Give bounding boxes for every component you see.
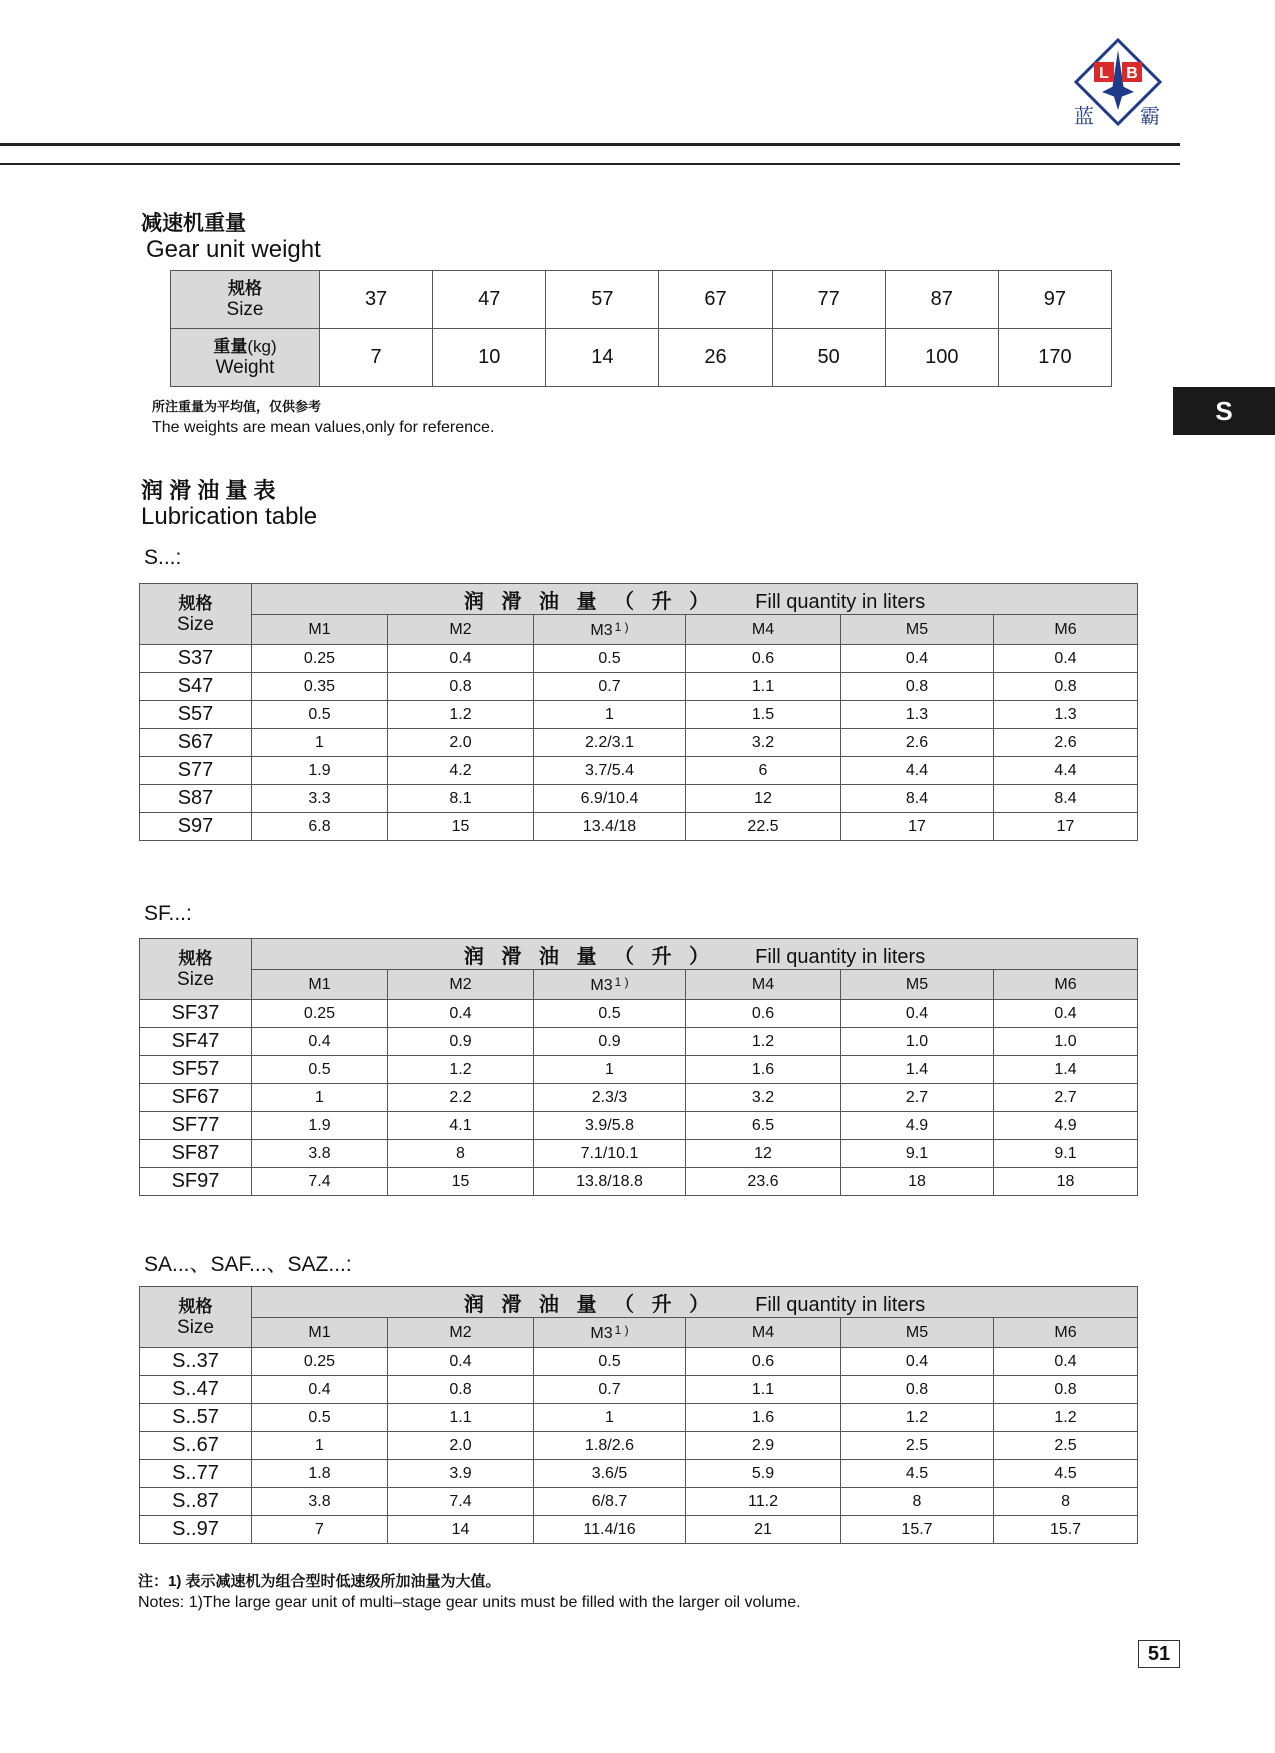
oil-quantity-cell: 15 <box>388 813 534 841</box>
oil-quantity-cell: 22.5 <box>686 813 841 841</box>
oil-quantity-cell: 23.6 <box>686 1168 841 1196</box>
oil-quantity-cell: 6.8 <box>252 813 388 841</box>
oil-quantity-cell: 7 <box>252 1516 388 1544</box>
mounting-position-header <box>841 615 994 645</box>
lube-size-header-en: Size <box>177 1316 214 1338</box>
mounting-position-header <box>841 1318 994 1348</box>
size-value: 57 <box>546 271 659 329</box>
oil-quantity-cell: 8 <box>841 1488 994 1516</box>
logo-cn-left: 蓝 <box>1074 106 1094 128</box>
size-header-cn: 规格 <box>228 279 262 298</box>
oil-quantity-cell: 1 <box>534 1056 686 1084</box>
oil-quantity-cell: 12 <box>686 1140 841 1168</box>
oil-quantity-cell: 0.35 <box>252 673 388 701</box>
size-cell: S..47 <box>140 1376 252 1404</box>
lube-size-header-en: Size <box>177 968 214 990</box>
oil-quantity-cell: 0.4 <box>388 1000 534 1028</box>
oil-quantity-cell: 8.4 <box>841 785 994 813</box>
m3-footnote-mark: 1 ) <box>614 974 629 989</box>
oil-quantity-cell: 4.1 <box>388 1112 534 1140</box>
oil-quantity-cell: 3.8 <box>252 1488 388 1516</box>
size-value: 67 <box>659 271 772 329</box>
mounting-position-label: M4 <box>751 975 775 993</box>
oil-quantity-cell: 4.9 <box>841 1112 994 1140</box>
oil-quantity-cell: 1.6 <box>686 1404 841 1432</box>
lube-table-label: S...: <box>144 546 182 569</box>
weight-header-cn-line <box>171 336 319 357</box>
lube-size-header-cn: 规格 <box>178 1296 213 1316</box>
lube-mounting-row <box>140 970 1138 1000</box>
table-row <box>140 1056 1138 1084</box>
weight-table <box>170 270 1112 387</box>
fill-quantity-en: Fill quantity in liters <box>755 945 926 968</box>
oil-quantity-cell: 3.9/5.8 <box>534 1112 686 1140</box>
oil-quantity-cell: 0.25 <box>252 1348 388 1376</box>
table-row <box>140 701 1138 729</box>
weight-value: 26 <box>659 329 772 387</box>
oil-quantity-cell: 1.2 <box>388 1056 534 1084</box>
table-row <box>140 1404 1138 1432</box>
oil-quantity-cell: 2.7 <box>994 1084 1138 1112</box>
weight-value: 14 <box>546 329 659 387</box>
oil-quantity-cell: 3.6/5 <box>534 1460 686 1488</box>
oil-quantity-cell: 2.6 <box>994 729 1138 757</box>
oil-quantity-cell: 18 <box>994 1168 1138 1196</box>
table-row <box>140 1140 1138 1168</box>
oil-quantity-cell: 1.8 <box>252 1460 388 1488</box>
mounting-position-label: M4 <box>751 620 775 638</box>
fill-quantity-cn: 润 滑 油 量 （ 升 ） <box>463 590 716 613</box>
oil-quantity-cell: 17 <box>994 813 1138 841</box>
oil-quantity-cell: 3.7/5.4 <box>534 757 686 785</box>
mounting-position-label: M6 <box>1054 975 1077 993</box>
oil-quantity-cell: 7.4 <box>388 1488 534 1516</box>
size-cell: S..77 <box>140 1460 252 1488</box>
size-cell: S97 <box>140 813 252 841</box>
lube-size-header <box>140 939 252 1000</box>
oil-quantity-cell: 2.0 <box>388 729 534 757</box>
oil-quantity-cell: 1.0 <box>994 1028 1138 1056</box>
oil-quantity-cell: 4.5 <box>994 1460 1138 1488</box>
size-value: 77 <box>772 271 885 329</box>
size-cell: S..37 <box>140 1348 252 1376</box>
oil-quantity-cell: 1 <box>252 1084 388 1112</box>
svg-text:B: B <box>1126 65 1138 82</box>
mounting-position-label: M5 <box>905 1323 929 1341</box>
lube-note-en: Notes: 1)The large gear unit of multi–stage gear units must be filled with the larger oil volume. <box>138 1594 801 1611</box>
mounting-position-label: M6 <box>1054 620 1077 638</box>
oil-quantity-cell: 4.2 <box>388 757 534 785</box>
oil-quantity-cell: 1.1 <box>686 673 841 701</box>
oil-quantity-cell: 14 <box>388 1516 534 1544</box>
size-value: 37 <box>320 271 433 329</box>
size-value: 87 <box>885 271 998 329</box>
fill-quantity-header <box>252 1287 1138 1318</box>
lube-table-label: SF...: <box>144 902 192 925</box>
mounting-position-label: M1 <box>308 620 331 638</box>
mounting-position-label: M2 <box>449 975 472 993</box>
oil-quantity-cell: 0.4 <box>841 1348 994 1376</box>
mounting-position-header <box>994 1318 1138 1348</box>
mounting-position-header <box>841 970 994 1000</box>
oil-quantity-cell: 9.1 <box>994 1140 1138 1168</box>
weight-value-row <box>171 329 1112 387</box>
weight-header-en: Weight <box>215 357 275 378</box>
oil-quantity-cell: 0.4 <box>388 645 534 673</box>
size-cell: S..87 <box>140 1488 252 1516</box>
size-cell: SF97 <box>140 1168 252 1196</box>
oil-quantity-cell: 0.7 <box>534 1376 686 1404</box>
oil-quantity-cell: 3.3 <box>252 785 388 813</box>
oil-quantity-cell: 1 <box>534 701 686 729</box>
fill-quantity-cn: 润 滑 油 量 （ 升 ） <box>463 945 716 968</box>
oil-quantity-cell: 5.9 <box>686 1460 841 1488</box>
oil-quantity-cell: 2.0 <box>388 1432 534 1460</box>
table-row <box>140 1000 1138 1028</box>
oil-quantity-cell: 1.9 <box>252 757 388 785</box>
mounting-position-header <box>252 970 388 1000</box>
oil-quantity-cell: 4.9 <box>994 1112 1138 1140</box>
oil-quantity-cell: 21 <box>686 1516 841 1544</box>
oil-quantity-cell: 0.6 <box>686 645 841 673</box>
oil-quantity-cell: 6.9/10.4 <box>534 785 686 813</box>
mounting-position-label: M3 <box>590 976 613 994</box>
size-value: 97 <box>998 271 1111 329</box>
oil-quantity-cell: 3.2 <box>686 1084 841 1112</box>
oil-quantity-cell: 0.9 <box>388 1028 534 1056</box>
mounting-position-label: M5 <box>905 975 929 993</box>
logo-cn-right: 霸 <box>1140 106 1160 128</box>
weight-size-row <box>171 271 1112 329</box>
mounting-position-header <box>252 1318 388 1348</box>
table-row <box>140 673 1138 701</box>
mounting-position-header <box>534 615 686 645</box>
oil-quantity-cell: 1.0 <box>841 1028 994 1056</box>
oil-quantity-cell: 6/8.7 <box>534 1488 686 1516</box>
oil-quantity-cell: 15 <box>388 1168 534 1196</box>
oil-quantity-cell: 8.4 <box>994 785 1138 813</box>
oil-quantity-cell: 11.2 <box>686 1488 841 1516</box>
oil-quantity-cell: 2.2 <box>388 1084 534 1112</box>
page-number: 51 <box>1138 1640 1180 1668</box>
oil-quantity-cell: 0.8 <box>841 1376 994 1404</box>
oil-quantity-cell: 1.2 <box>994 1404 1138 1432</box>
oil-quantity-cell: 11.4/16 <box>534 1516 686 1544</box>
fill-quantity-header <box>252 584 1138 615</box>
oil-quantity-cell: 8.1 <box>388 785 534 813</box>
svg-text:L: L <box>1099 65 1109 82</box>
oil-quantity-cell: 0.4 <box>994 1348 1138 1376</box>
oil-quantity-cell: 2.7 <box>841 1084 994 1112</box>
table-row <box>140 1168 1138 1196</box>
mounting-position-label: M2 <box>449 620 472 638</box>
oil-quantity-cell: 6.5 <box>686 1112 841 1140</box>
weight-header-cell <box>171 329 320 387</box>
oil-quantity-cell: 3.8 <box>252 1140 388 1168</box>
mounting-position-header <box>388 1318 534 1348</box>
oil-quantity-cell: 1.2 <box>686 1028 841 1056</box>
table-row <box>140 1348 1138 1376</box>
oil-quantity-cell: 8 <box>388 1140 534 1168</box>
table-row <box>140 813 1138 841</box>
size-cell: S67 <box>140 729 252 757</box>
table-row <box>140 1460 1138 1488</box>
oil-quantity-cell: 12 <box>686 785 841 813</box>
table-row <box>140 645 1138 673</box>
oil-quantity-cell: 1 <box>252 1432 388 1460</box>
weight-header-unit: (kg) <box>247 337 277 356</box>
mounting-position-label: M3 <box>590 621 613 639</box>
oil-quantity-cell: 4.4 <box>841 757 994 785</box>
weight-title-en: Gear unit weight <box>146 236 321 263</box>
size-header-en: Size <box>226 299 264 320</box>
table-row <box>140 729 1138 757</box>
mounting-position-header <box>388 615 534 645</box>
size-cell: SF47 <box>140 1028 252 1056</box>
fill-quantity-en: Fill quantity in liters <box>755 590 926 613</box>
lube-table <box>139 1286 1138 1544</box>
lube-table <box>139 583 1138 841</box>
lube-table <box>139 938 1138 1196</box>
oil-quantity-cell: 1.9 <box>252 1112 388 1140</box>
m3-footnote-mark: 1 ) <box>614 619 629 634</box>
table-row <box>140 1376 1138 1404</box>
oil-quantity-cell: 2.5 <box>841 1432 994 1460</box>
mounting-position-header <box>534 1318 686 1348</box>
mounting-position-header <box>534 970 686 1000</box>
oil-quantity-cell: 1.1 <box>388 1404 534 1432</box>
oil-quantity-cell: 13.4/18 <box>534 813 686 841</box>
oil-quantity-cell: 1.1 <box>686 1376 841 1404</box>
table-row <box>140 1028 1138 1056</box>
oil-quantity-cell: 0.4 <box>994 1000 1138 1028</box>
oil-quantity-cell: 15.7 <box>994 1516 1138 1544</box>
oil-quantity-cell: 3.9 <box>388 1460 534 1488</box>
m3-footnote-mark: 1 ) <box>614 1322 629 1337</box>
size-cell: S57 <box>140 701 252 729</box>
table-row <box>140 1432 1138 1460</box>
oil-quantity-cell: 1.6 <box>686 1056 841 1084</box>
weight-header-cn: 重量 <box>213 337 248 356</box>
oil-quantity-cell: 0.4 <box>252 1376 388 1404</box>
size-cell: S87 <box>140 785 252 813</box>
lube-size-header <box>140 1287 252 1348</box>
table-row <box>140 785 1138 813</box>
oil-quantity-cell: 0.8 <box>994 673 1138 701</box>
oil-quantity-cell: 0.4 <box>841 1000 994 1028</box>
size-cell: S47 <box>140 673 252 701</box>
oil-quantity-cell: 1.4 <box>994 1056 1138 1084</box>
oil-quantity-cell: 0.8 <box>994 1376 1138 1404</box>
oil-quantity-cell: 4.5 <box>841 1460 994 1488</box>
lube-note-cn: 注：1) 表示减速机为组合型时低速级所加油量为大值。 <box>138 1573 501 1590</box>
mounting-position-label: M4 <box>751 1323 775 1341</box>
lube-size-header <box>140 584 252 645</box>
oil-quantity-cell: 8 <box>994 1488 1138 1516</box>
oil-quantity-cell: 1.4 <box>841 1056 994 1084</box>
header-rule-top <box>0 143 1180 146</box>
oil-quantity-cell: 0.5 <box>252 1056 388 1084</box>
oil-quantity-cell: 1.2 <box>388 701 534 729</box>
lube-mounting-row <box>140 615 1138 645</box>
size-cell: S37 <box>140 645 252 673</box>
oil-quantity-cell: 18 <box>841 1168 994 1196</box>
size-cell: S..67 <box>140 1432 252 1460</box>
oil-quantity-cell: 13.8/18.8 <box>534 1168 686 1196</box>
oil-quantity-cell: 3.2 <box>686 729 841 757</box>
oil-quantity-cell: 0.5 <box>534 1348 686 1376</box>
size-cell: SF57 <box>140 1056 252 1084</box>
fill-quantity-header <box>252 939 1138 970</box>
mounting-position-label: M1 <box>308 1323 331 1341</box>
mounting-position-label: M6 <box>1054 1323 1077 1341</box>
weight-value: 7 <box>320 329 433 387</box>
size-cell: S..97 <box>140 1516 252 1544</box>
oil-quantity-cell: 17 <box>841 813 994 841</box>
oil-quantity-cell: 0.4 <box>841 645 994 673</box>
oil-quantity-cell: 1 <box>534 1404 686 1432</box>
lube-table-label: SA...、SAF...、SAZ...: <box>144 1253 352 1276</box>
size-cell: S..57 <box>140 1404 252 1432</box>
header-rule-bottom <box>0 163 1180 165</box>
size-cell: S77 <box>140 757 252 785</box>
table-row <box>140 1112 1138 1140</box>
lube-header-row <box>140 1287 1138 1318</box>
oil-quantity-cell: 0.5 <box>252 1404 388 1432</box>
lube-header-row <box>140 584 1138 615</box>
mounting-position-header <box>252 615 388 645</box>
oil-quantity-cell: 6 <box>686 757 841 785</box>
lube-mounting-row <box>140 1318 1138 1348</box>
mounting-position-header <box>388 970 534 1000</box>
oil-quantity-cell: 0.5 <box>534 1000 686 1028</box>
oil-quantity-cell: 15.7 <box>841 1516 994 1544</box>
oil-quantity-cell: 0.25 <box>252 1000 388 1028</box>
oil-quantity-cell: 2.6 <box>841 729 994 757</box>
table-row <box>140 757 1138 785</box>
oil-quantity-cell: 1.2 <box>841 1404 994 1432</box>
oil-quantity-cell: 0.4 <box>994 645 1138 673</box>
lube-title-en: Lubrication table <box>141 503 318 530</box>
oil-quantity-cell: 2.5 <box>994 1432 1138 1460</box>
mounting-position-header <box>994 970 1138 1000</box>
weight-note-en: The weights are mean values,only for reference. <box>152 419 495 436</box>
oil-quantity-cell: 1.3 <box>841 701 994 729</box>
mounting-position-header <box>686 1318 841 1348</box>
mounting-position-label: M5 <box>905 620 929 638</box>
size-cell: SF67 <box>140 1084 252 1112</box>
weight-value: 10 <box>433 329 546 387</box>
fill-quantity-en: Fill quantity in liters <box>755 1293 926 1316</box>
oil-quantity-cell: 9.1 <box>841 1140 994 1168</box>
lube-size-header-en: Size <box>177 613 214 635</box>
oil-quantity-cell: 0.4 <box>388 1348 534 1376</box>
oil-quantity-cell: 0.5 <box>534 645 686 673</box>
size-cell: SF77 <box>140 1112 252 1140</box>
mounting-position-label: M3 <box>590 1324 613 1342</box>
weight-value: 100 <box>885 329 998 387</box>
weight-title-cn: 减速机重量 <box>141 212 246 235</box>
table-row <box>140 1084 1138 1112</box>
mounting-position-label: M1 <box>308 975 331 993</box>
weight-value: 170 <box>998 329 1111 387</box>
size-header-cell <box>171 271 320 329</box>
fill-quantity-cn: 润 滑 油 量 （ 升 ） <box>463 1293 716 1316</box>
oil-quantity-cell: 0.25 <box>252 645 388 673</box>
oil-quantity-cell: 0.6 <box>686 1348 841 1376</box>
mounting-position-header <box>994 615 1138 645</box>
oil-quantity-cell: 1.3 <box>994 701 1138 729</box>
mounting-position-header <box>686 970 841 1000</box>
oil-quantity-cell: 2.9 <box>686 1432 841 1460</box>
oil-quantity-cell: 7.1/10.1 <box>534 1140 686 1168</box>
oil-quantity-cell: 0.5 <box>252 701 388 729</box>
oil-quantity-cell: 0.8 <box>841 673 994 701</box>
oil-quantity-cell: 0.9 <box>534 1028 686 1056</box>
size-cell: SF87 <box>140 1140 252 1168</box>
oil-quantity-cell: 0.8 <box>388 1376 534 1404</box>
lube-header-row <box>140 939 1138 970</box>
table-row <box>140 1488 1138 1516</box>
oil-quantity-cell: 0.4 <box>252 1028 388 1056</box>
oil-quantity-cell: 1.5 <box>686 701 841 729</box>
oil-quantity-cell: 0.6 <box>686 1000 841 1028</box>
oil-quantity-cell: 4.4 <box>994 757 1138 785</box>
size-cell: SF37 <box>140 1000 252 1028</box>
lube-size-header-cn: 规格 <box>178 593 213 613</box>
mounting-position-header <box>686 615 841 645</box>
oil-quantity-cell: 0.8 <box>388 673 534 701</box>
oil-quantity-cell: 2.2/3.1 <box>534 729 686 757</box>
lube-size-header-cn: 规格 <box>178 948 213 968</box>
weight-note-cn: 所注重量为平均值，仅供参考 <box>152 399 322 414</box>
oil-quantity-cell: 2.3/3 <box>534 1084 686 1112</box>
oil-quantity-cell: 1.8/2.6 <box>534 1432 686 1460</box>
section-tab: S <box>1173 387 1275 435</box>
lube-title-cn: 润 滑 油 量 表 <box>141 478 276 503</box>
mounting-position-label: M2 <box>449 1323 472 1341</box>
oil-quantity-cell: 0.7 <box>534 673 686 701</box>
size-value: 47 <box>433 271 546 329</box>
table-row <box>140 1516 1138 1544</box>
weight-value: 50 <box>772 329 885 387</box>
oil-quantity-cell: 7.4 <box>252 1168 388 1196</box>
oil-quantity-cell: 1 <box>252 729 388 757</box>
